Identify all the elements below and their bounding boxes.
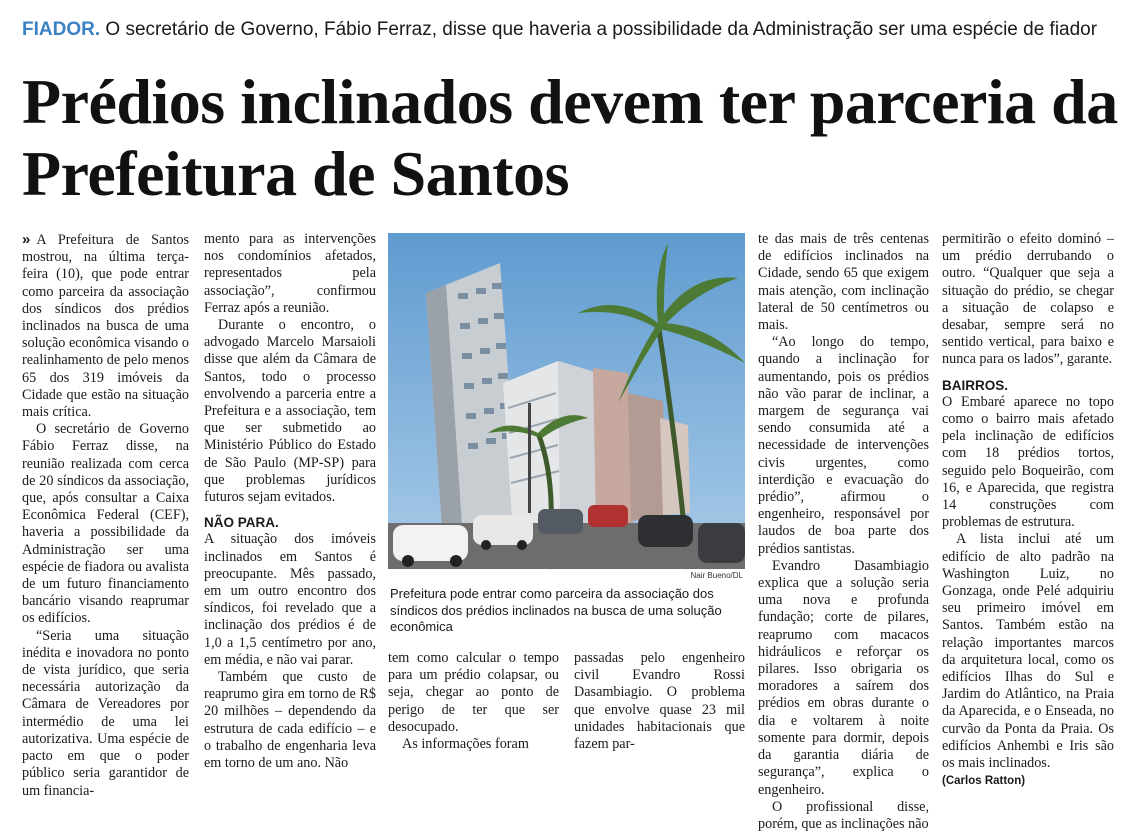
photo	[388, 233, 745, 582]
article-column-4	[574, 650, 745, 753]
article-column-2	[204, 231, 376, 772]
lead-arrow-icon: »	[22, 231, 31, 248]
paragraph: Evandro Dasambiagio explica que a solução seria uma nova e profunda fundação; corte de pilares, reaprumo com macacos hidráulicos e reforçar os pilares. Isso obrigaria os moradores a saírem dos prédios em obras durante o dia e voltarem à noite somente para dormir, depois da garantia diária de segurança”, explica o engenheiro.	[758, 557, 929, 798]
paragraph: O secretário de Governo Fábio Ferraz disse, na reunião realizada com cerca de 20 síndicos da associação, que, após consultar a Caixa Econômica Federal (CEF), haveria a possibilidade da Administração ser uma espécie de fiadora ou avalista de um futuro financiamento bancário visando reaprumar os edifícios.	[22, 421, 190, 627]
lead-paragraph	[22, 231, 189, 421]
paragraph: mento para as intervenções nos condomínios afetados, representados pela associação”, confirmou Ferraz após a reunião.	[204, 231, 376, 316]
paragraph: “Ao longo do tempo, quando a inclinação for aumentando, pois os prédios não vão parar de inclinar, a margem de segurança vai sendo consumida até a necessidade de intervenções civis urgentes, como interdição e evacuação do prédio”, afirmou o engenheiro, responsável por laudos de boa parte dos prédios santistas.	[758, 334, 929, 557]
paragraph: tem como calcular o tempo para um prédio colapsar, ou seja, chegar ao ponto de perigo de ter que ser desocupado.	[388, 650, 559, 735]
lead-text: A Prefeitura de Santos mostrou, na última terça-feira (10), que pode entrar como parceira da associação dos síndicos dos prédios inclinados na busca de uma solução econômica visando o realinhamento de pelo menos 65 dos 319 imóveis da Cidade que estão na situação mais crítica.	[22, 232, 189, 421]
subhead-bairros: BAIRROS.	[942, 377, 1009, 393]
paragraph: O profissional disse, porém, que as inclinações não	[758, 798, 929, 832]
photo-caption: Prefeitura pode entrar como parceira da associação dos síndicos dos prédios inclinados na busca de uma solução econômica	[390, 586, 722, 634]
paragraph: Durante o encontro, o advogado Marcelo Marsaioli disse que além da Câmara de Santos, todo o processo envolvendo a parceria entre a Prefeitura e a associação, tem que ser submetido ao Ministério Público do Estado de São Paulo (MP-SP) para que problemas jurídicos futuros sejam evitados.	[204, 317, 376, 506]
article-column-5	[758, 231, 929, 832]
paragraph: A lista inclui até um edifício de alto padrão na Washington Luiz, no Gonzaga, onde Pelé adquiriu seu primeiro imóvel em Santos. Também estão na relação importantes marcos da arquitetura local, como os edifícios Ilhas do Sul e Jardim do Atlântico, na Praia da Aparecida, e o Enseada, no curvão da Ponta da Praia. Os edifícios Anhembi e Iris são os mais inclinados.	[942, 531, 1114, 772]
paragraph: “Seria uma situação inédita e inovadora no ponto de vista jurídico, que seria necessária autorização da Câmara de Vereadores por intermédio de uma lei autorizativa. Uma espécie de pacto em que o poder público seria garantidor de um financia-	[22, 627, 189, 799]
photo-credit: Nair Bueno/DL	[690, 571, 743, 580]
article-column-3	[388, 650, 559, 753]
article-column-1	[22, 231, 190, 799]
paragraph: te das mais de três centenas de edifícios inclinados na Cidade, sendo 65 que exigem mais atenção, com inclinação lateral de 50 centímetros ou mais.	[758, 231, 929, 334]
byline: (Carlos Ratton)	[942, 775, 1026, 788]
paragraph: As informações foram	[402, 736, 529, 753]
paragraph: Também que custo de reaprumo gira em torno de R$ 20 milhões – dependendo da estrutura de cada edifício – e o trabalho de engenharia leva em torno de um ano. Não	[204, 669, 376, 772]
kicker	[22, 19, 1122, 45]
paragraph: O Embaré aparece no topo como o bairro mais afetado pela inclinação de edifícios com 18 prédios tortos, seguido pelo Boqueirão, com 16, e Aparecida, que registra 14 construções com problemas de estrutura.	[942, 393, 1114, 531]
article-column-6	[942, 231, 1114, 788]
buildings-photo	[388, 233, 745, 569]
kicker-text: O secretário de Governo, Fábio Ferraz, disse que haveria a possibilidade da Administração ser uma espécie de fiador	[100, 19, 1098, 40]
paragraph: permitirão o efeito dominó – um prédio derrubando o outro. “Qualquer que seja a situação do prédio, se chegar a situação de colapso e desabar, sempre será no sentido vertical, para baixo e nunca para os lados”, garante.	[942, 231, 1114, 368]
paragraph: A situação dos imóveis inclinados em Santos é preocupante. Mês passado, em um outro encontro dos síndicos, foi revelado que a inclinação dos prédios é de 1,0 a 1,5 centímetro por ano, em média, e não vai parar.	[204, 531, 376, 668]
headline: Prédios inclinados devem ter parceria da Prefeitura de Santos	[22, 66, 1118, 209]
subhead-nao-para: NÃO PARA.	[204, 515, 279, 531]
paragraph: passadas pelo engenheiro civil Evandro Rossi Dasambiagio. O problema que envolve quase 23 mil unidades habitacionais que fazem par-	[574, 650, 745, 753]
kicker-label: FIADOR.	[22, 19, 101, 40]
